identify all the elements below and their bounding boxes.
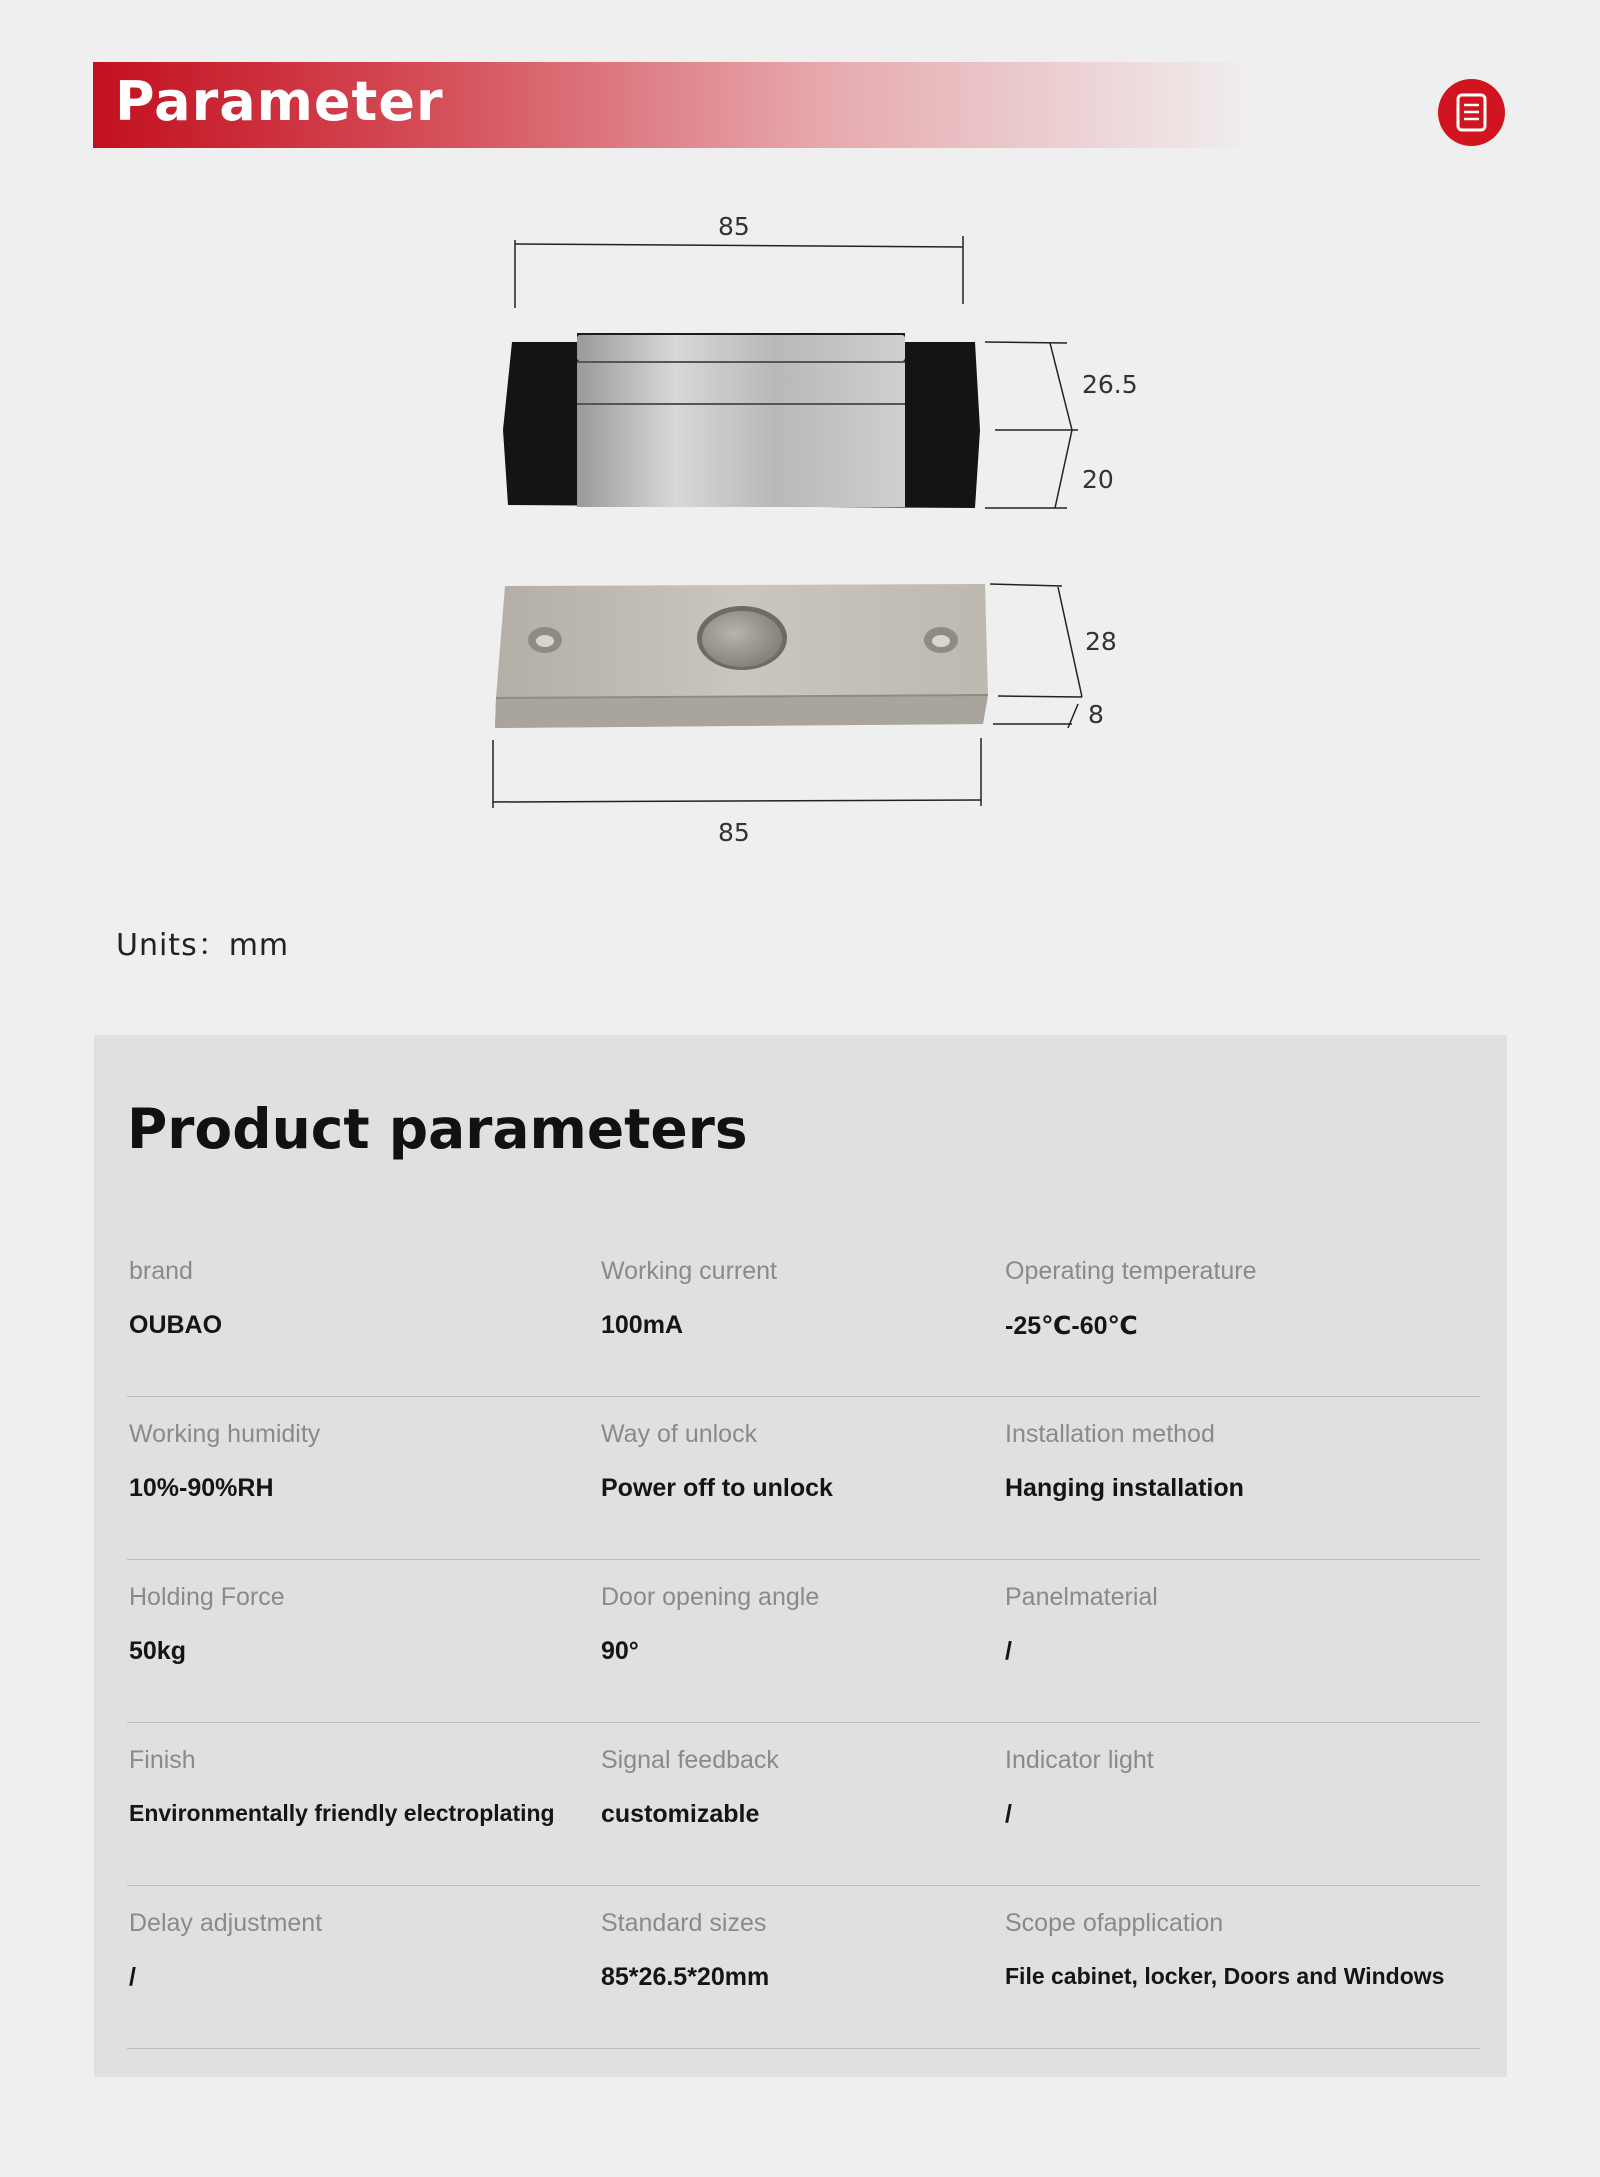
param-label: Scope ofapplication: [1005, 1909, 1224, 1937]
dim-label-top-depth: 20: [1082, 465, 1114, 494]
param-label: Door opening angle: [601, 1583, 820, 1611]
param-label: Installation method: [1005, 1420, 1215, 1448]
param-row: [127, 1885, 1480, 2049]
dim-bottom-width: [493, 738, 981, 808]
dim-top-width: [515, 236, 963, 308]
param-label: Panelmaterial: [1005, 1583, 1158, 1611]
param-value: File cabinet, locker, Doors and Windows: [1005, 1963, 1445, 1989]
param-label: Standard sizes: [601, 1909, 767, 1937]
param-value: -25℃-60℃: [1005, 1312, 1138, 1340]
param-row: [127, 1722, 1480, 1886]
param-value: /: [1005, 1800, 1012, 1828]
param-value: 50kg: [129, 1637, 186, 1665]
param-value: Power off to unlock: [601, 1474, 833, 1502]
dim-label-bottom-depth: 8: [1088, 700, 1104, 729]
param-row: [127, 1559, 1480, 1723]
units-note: Units：mm: [116, 928, 290, 963]
dim-plate-side: [990, 584, 1082, 728]
magnetic-lock-body: [503, 333, 980, 508]
dim-label-top-height: 26.5: [1082, 370, 1138, 399]
param-label: Way of unlock: [601, 1420, 758, 1448]
param-label: Working humidity: [129, 1420, 321, 1448]
dim-label-top-width: 85: [718, 212, 750, 241]
param-value: 90°: [601, 1637, 639, 1665]
section-title: Parameter: [115, 70, 444, 133]
param-label: Operating temperature: [1005, 1257, 1257, 1285]
param-value: Environmentally friendly electroplating: [129, 1800, 555, 1826]
product-parameters-panel: [94, 1035, 1507, 2077]
param-value: /: [1005, 1637, 1012, 1665]
param-label: brand: [129, 1257, 193, 1285]
dim-label-bottom-width: 85: [718, 818, 750, 847]
param-value: Hanging installation: [1005, 1474, 1244, 1502]
param-row: [127, 1396, 1480, 1560]
panel-title: Product parameters: [127, 1097, 748, 1161]
param-label: Signal feedback: [601, 1746, 779, 1774]
dim-lock-side: [985, 342, 1078, 508]
param-label: Holding Force: [129, 1583, 285, 1611]
param-value: 85*26.5*20mm: [601, 1963, 770, 1991]
param-value: customizable: [601, 1800, 760, 1828]
param-value: OUBAO: [129, 1311, 223, 1339]
param-label: Indicator light: [1005, 1746, 1154, 1774]
dim-label-bottom-height: 28: [1085, 627, 1117, 656]
param-value: /: [129, 1963, 136, 1991]
param-label: Working current: [601, 1257, 777, 1285]
param-label: Delay adjustment: [129, 1909, 323, 1937]
param-value: 10%-90%RH: [129, 1474, 274, 1502]
dimension-drawing: [0, 0, 1600, 900]
param-label: Finish: [129, 1746, 196, 1774]
armature-plate: [495, 584, 988, 728]
product-drawing-svg: [0, 0, 1600, 900]
param-value: 100mA: [601, 1311, 683, 1339]
param-row: [127, 1233, 1480, 1397]
